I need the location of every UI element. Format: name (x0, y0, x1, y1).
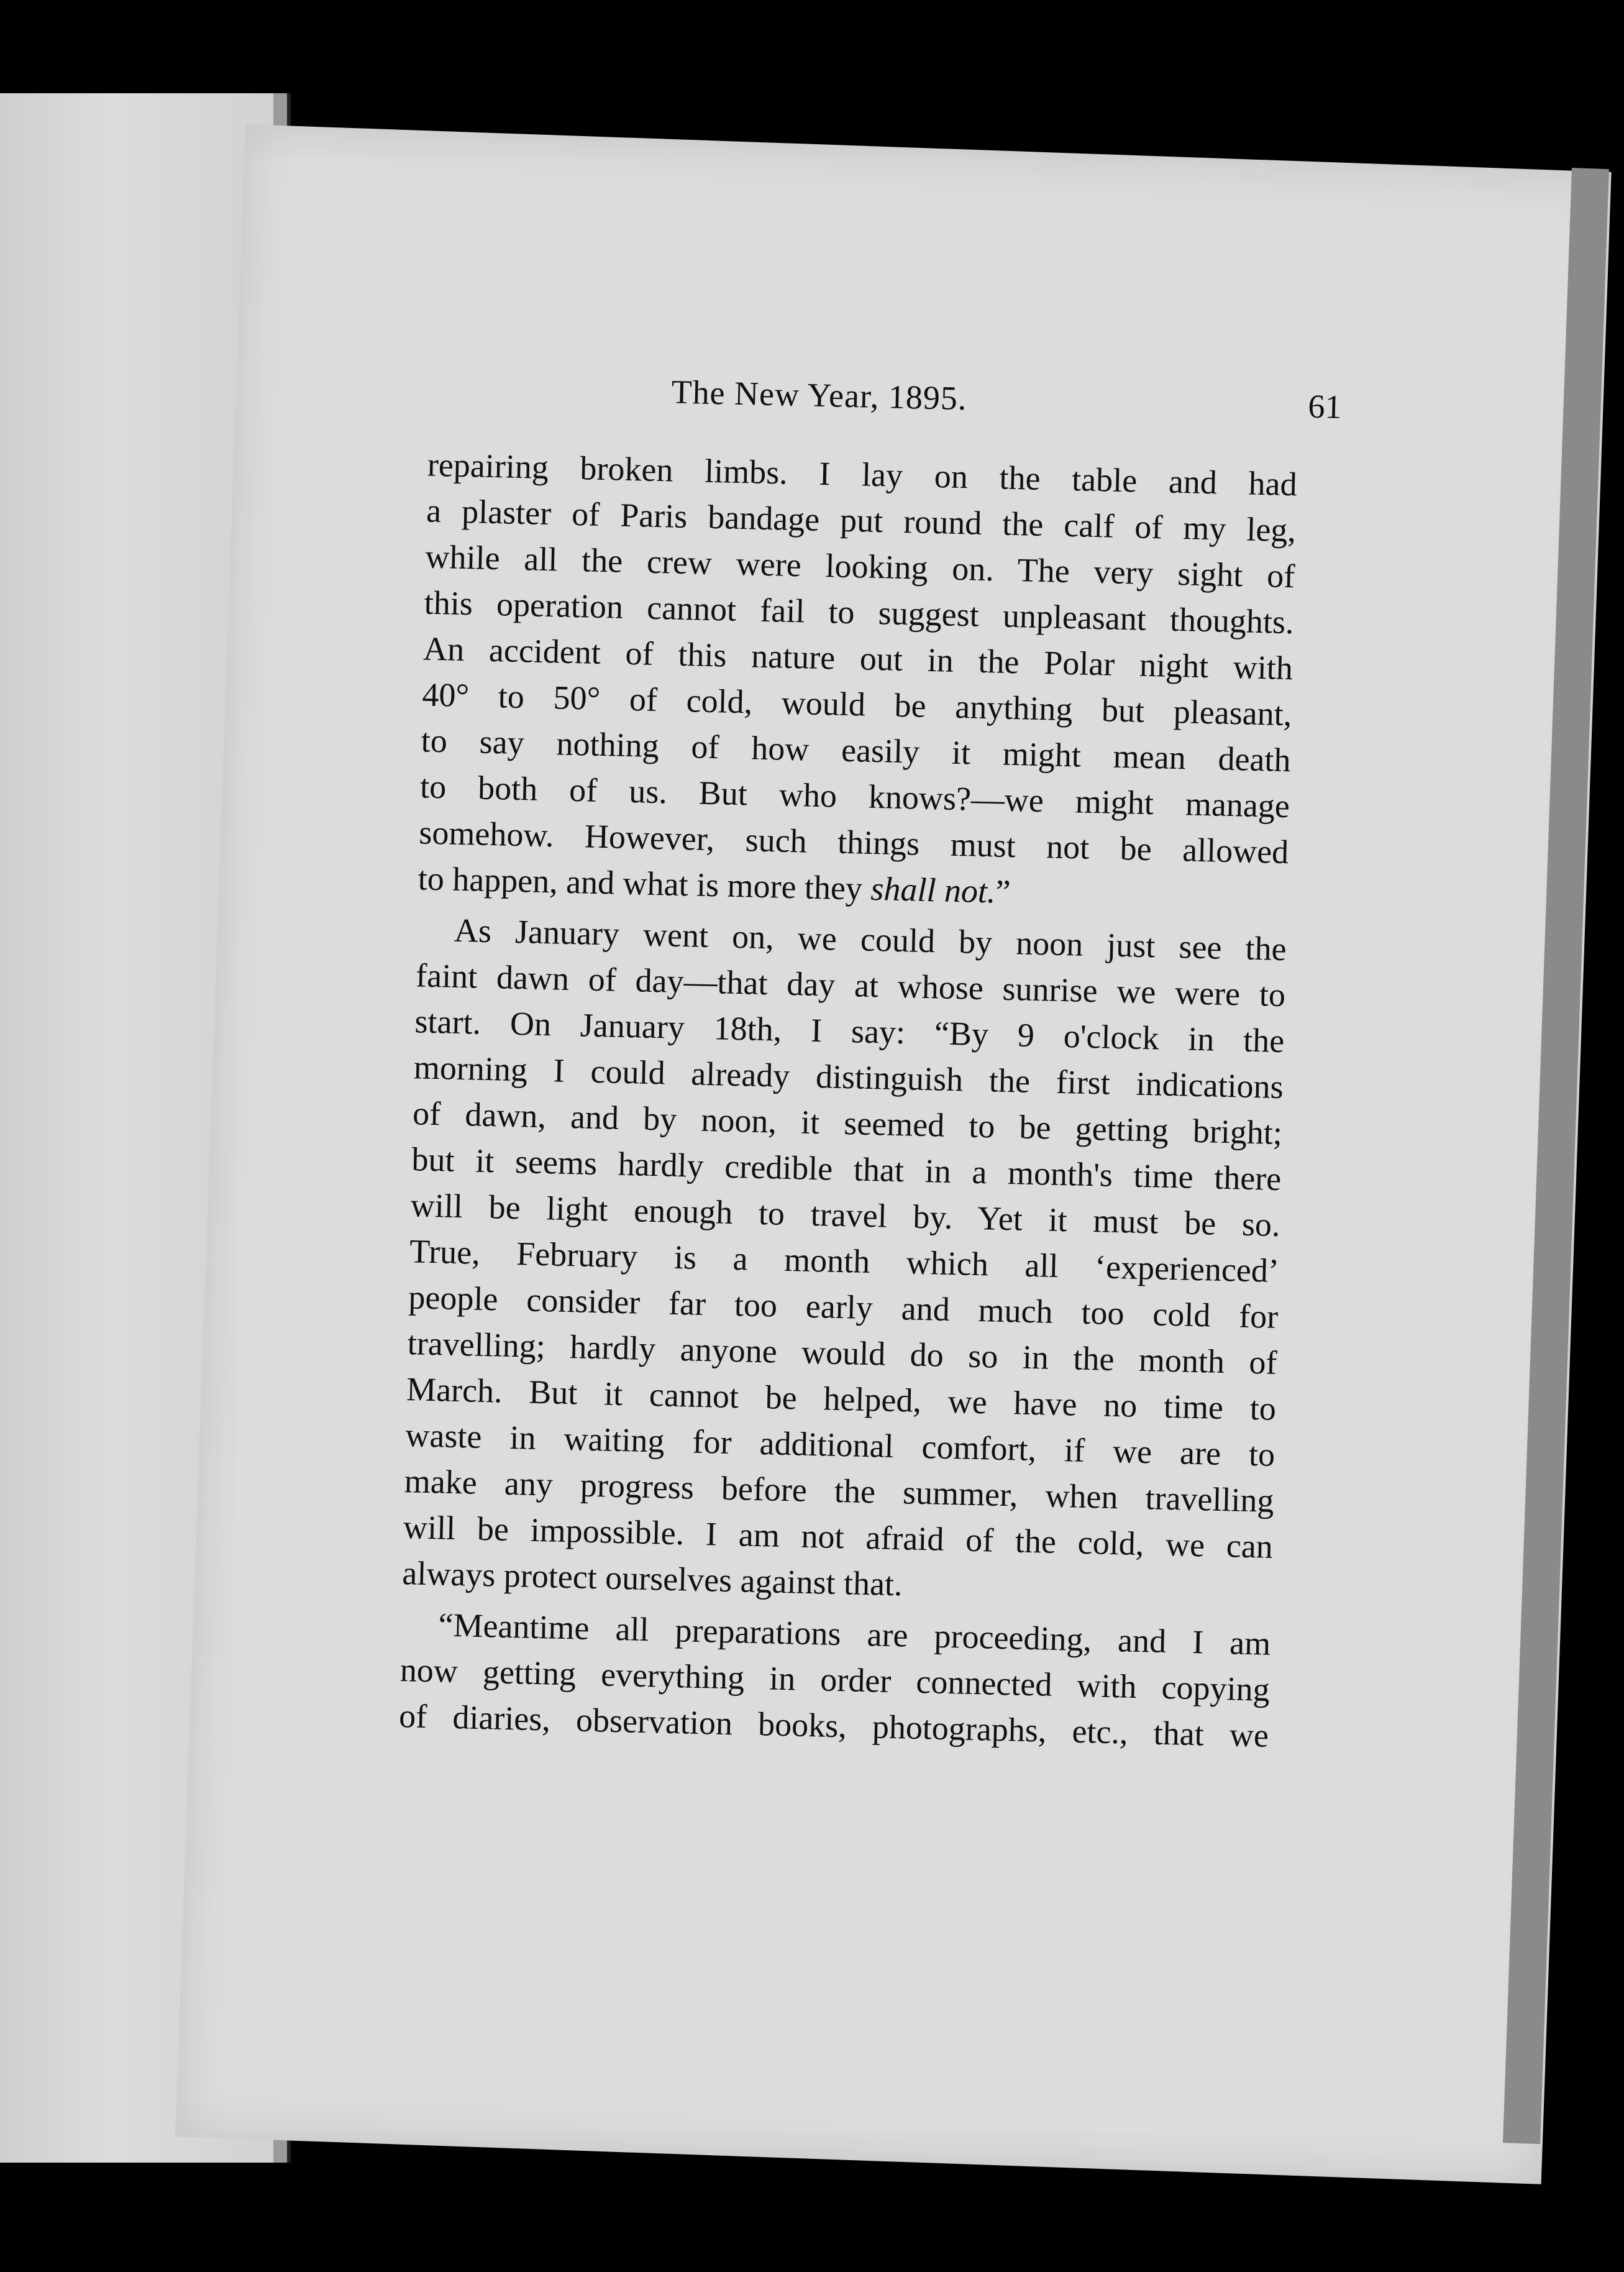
text-line: of dawn, and by noon, it seemed to be getting bright; (412, 1094, 1283, 1152)
text-line: 40° to 50° of cold, would be anything but pleasant, (421, 676, 1292, 733)
text-line: An accident of this nature out in the Polar night with (422, 630, 1293, 687)
paragraph (402, 906, 1287, 1615)
text-line: March. But it cannot be helped, we have no time to (406, 1370, 1277, 1427)
text-line: make any progress before the summer, when travelling (404, 1462, 1275, 1519)
text-line: True, February is a month which all ‘experienced’ (409, 1232, 1280, 1289)
running-head: The New Year, 1895. (671, 373, 968, 418)
text-line: “Meantime all preparations are proceeding, and I am (437, 1606, 1271, 1662)
text-line: will be impossible. I am not afraid of the cold, we can (403, 1508, 1274, 1565)
page-text (398, 367, 1343, 1759)
closing-quote: ” (995, 873, 1011, 911)
text-run: to happen, and what is more they (417, 859, 872, 907)
text-line: this operation cannot fail to suggest unpleasant thoughts. (424, 584, 1295, 641)
page-number: 61 (1307, 387, 1343, 426)
text-line: while all the crew were looking on. The very sight of (424, 538, 1295, 595)
paragraph (398, 1601, 1271, 1759)
text-line: travelling; hardly anyone would do so in the month of (407, 1324, 1278, 1381)
text-line: start. On January 18th, I say: “By 9 o'clock in the (414, 1002, 1285, 1060)
text-line: now getting everything in order connected with copying (399, 1651, 1270, 1708)
text-line: waste in waiting for additional comfort, if we are to (404, 1416, 1275, 1473)
text-line: people consider far too early and much too cold for (408, 1278, 1279, 1335)
text-line: of diaries, observation books, photographs, etc., that we (398, 1697, 1269, 1754)
italic-text: shall not. (870, 869, 997, 910)
text-line: will be light enough to travel by. Yet it must be so. (410, 1186, 1281, 1244)
text-line: a plaster of Paris bandage put round the calf of my leg, (426, 492, 1297, 549)
text-line: repairing broken limbs. I lay on the table and had (427, 446, 1298, 503)
text-line: faint dawn of day—that day at whose sunrise we were to (415, 956, 1286, 1014)
text-line: somehow. However, such things must not be allowed (418, 813, 1289, 871)
text-line: always protect ourselves against that. (401, 1554, 903, 1603)
text-line: to both of us. But who knows?—we might manage (419, 767, 1290, 825)
right-page (175, 124, 1612, 2184)
text-line: but it seems hardly credible that in a month's time there (411, 1140, 1282, 1198)
text-line: morning I could already distinguish the first indications (413, 1048, 1284, 1106)
text-line: to say nothing of how easily it might mean death (421, 721, 1292, 779)
paragraph (417, 442, 1297, 922)
text-line: As January went on, we could by noon just see the (454, 911, 1287, 968)
